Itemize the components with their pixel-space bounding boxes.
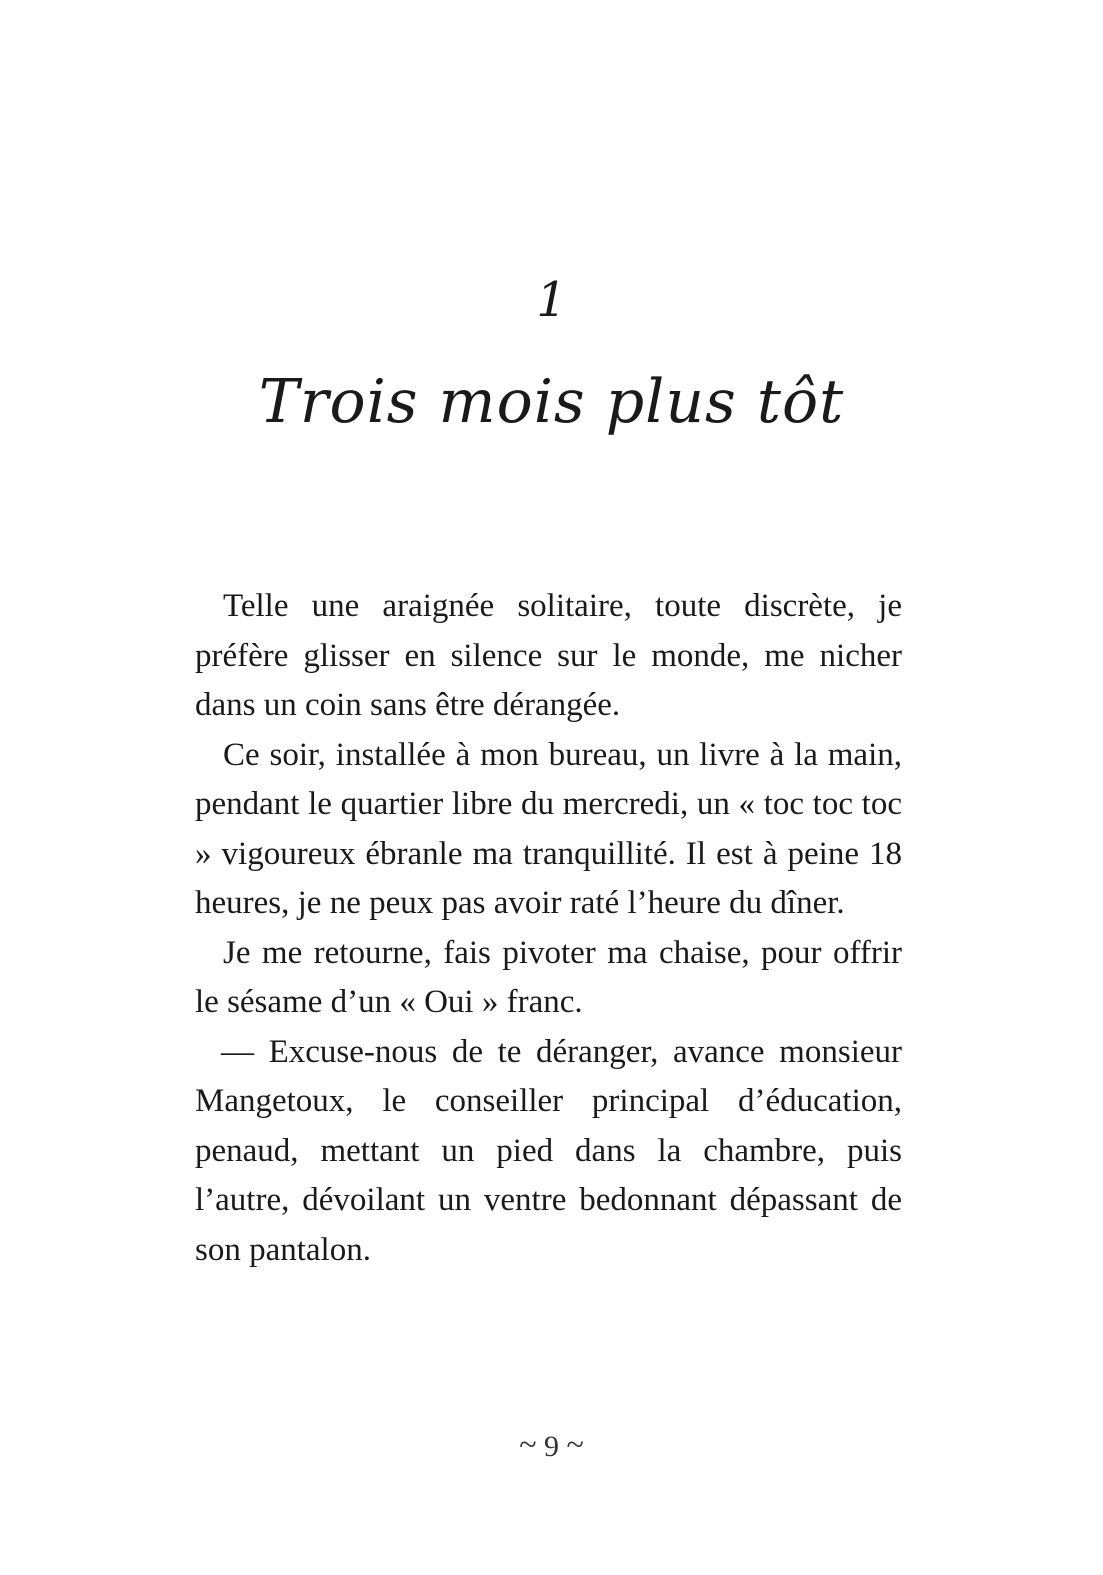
chapter-number: 1: [536, 272, 567, 328]
paragraph: Je me retourne, fais pivoter ma chaise, pour offrir le sésame d’un « Oui » franc.: [195, 934, 902, 1020]
paragraph: Telle une araignée solitaire, toute discrète, je préfère glisser en silence sur le monde, me nicher dans un coin sans être dérangée.: [195, 588, 902, 723]
dialogue-paragraph: — Excuse-nous de te déranger, avance monsieur Mangetoux, le conseiller principal d’éducation, penaud, mettant un pied dans la chambre, puis l’autre, dévoilant un ventre bedonnant dépassant de son pantalon.: [195, 1033, 902, 1268]
paragraph: Ce soir, installée à mon bureau, un livre à la main, pendant le quartier libre du mercredi, un « toc toc toc » vigoureux ébranle ma tranquillité. Il est à peine 18 heures, je ne peux pas avoir raté l’heure du dîner.: [195, 736, 902, 921]
chapter-body: [195, 582, 902, 1275]
page-folio: [0, 1424, 1103, 1467]
chapter-title: Trois mois plus tôt: [258, 367, 845, 437]
folio-left-ornament: ~: [519, 1426, 537, 1462]
page-number: 9: [544, 1430, 559, 1463]
folio-right-ornament: ~: [566, 1426, 584, 1462]
